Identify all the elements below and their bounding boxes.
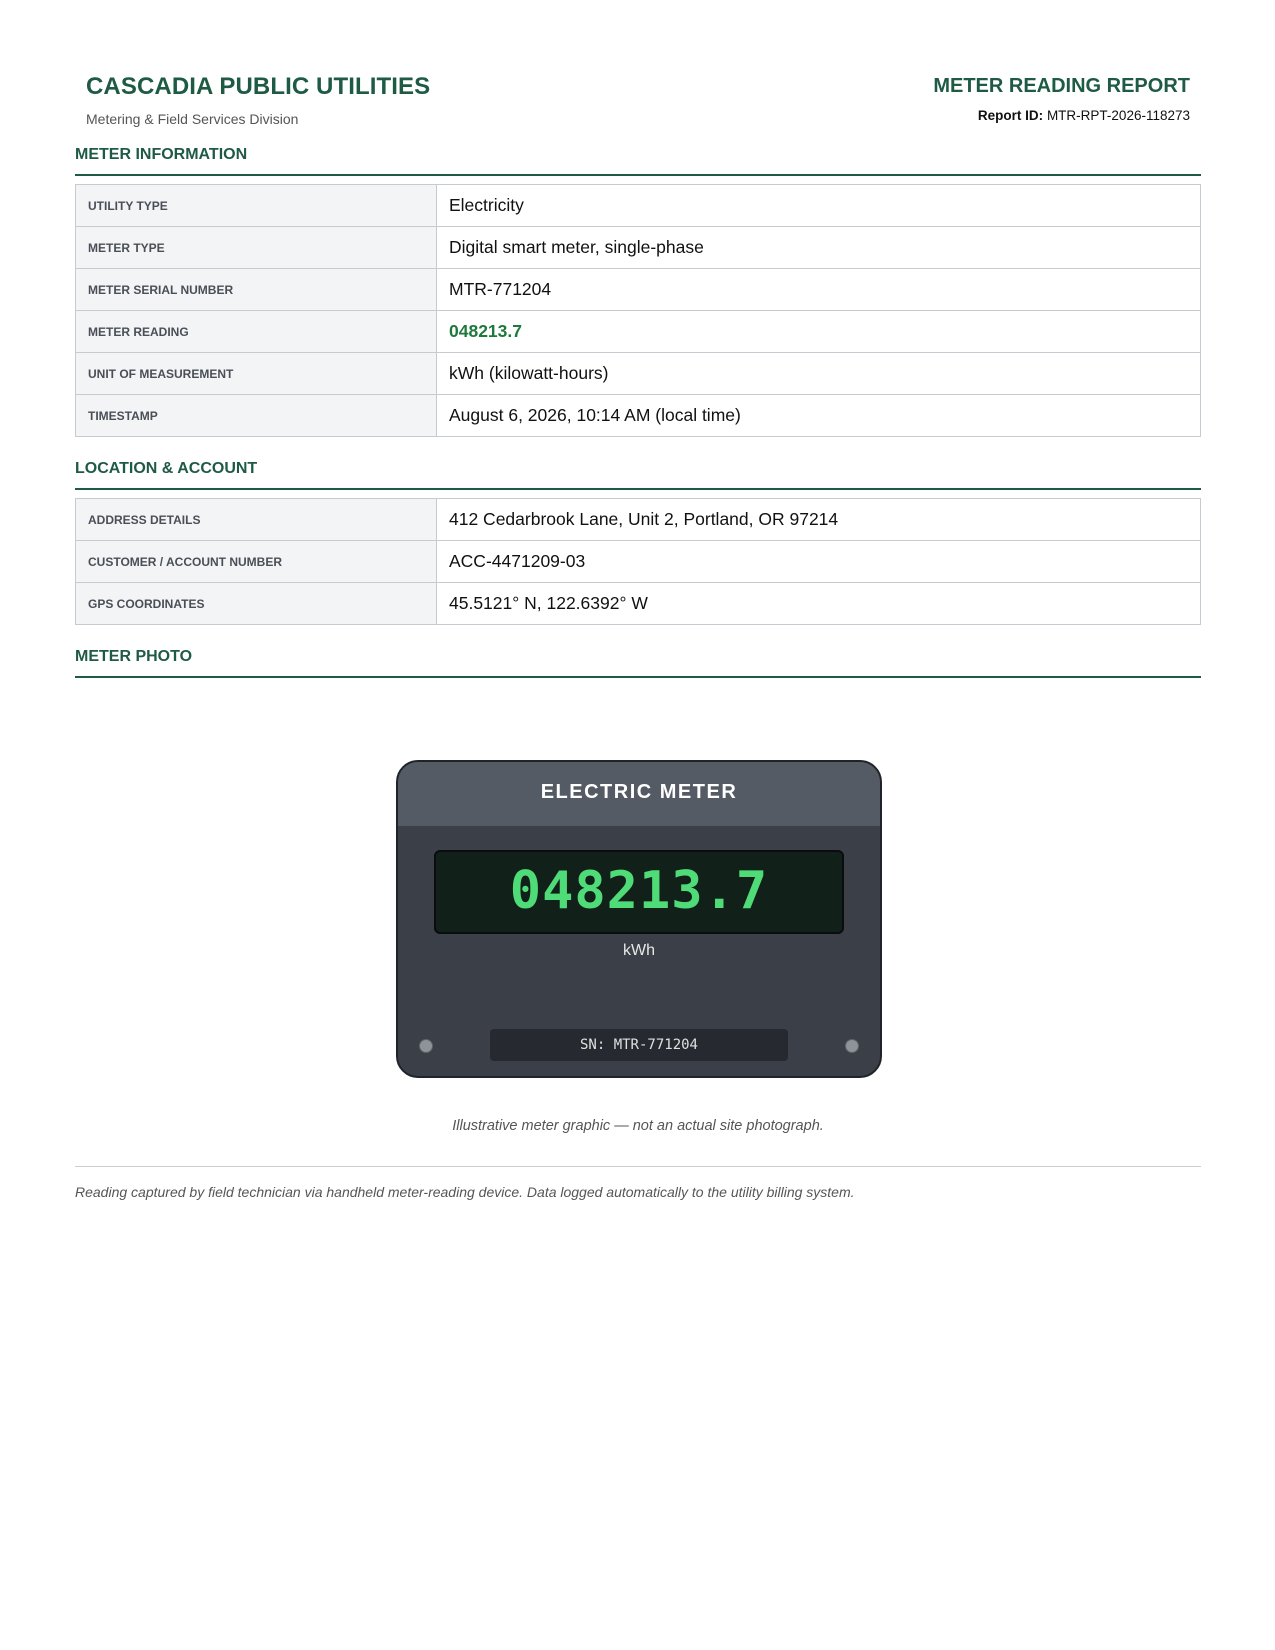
- section-title-meter-information: METER INFORMATION: [75, 146, 1201, 176]
- location-account-table: [75, 498, 1201, 625]
- meter-reading-value: 048213.7: [437, 311, 1201, 353]
- row-label: UNIT OF MEASUREMENT: [76, 353, 437, 395]
- row-label: CUSTOMER / ACCOUNT NUMBER: [76, 541, 437, 583]
- serial-plate-text: SN: MTR-771204: [579, 1037, 698, 1053]
- serial-plate: [490, 1029, 788, 1061]
- row-value: ACC-4471209-03: [437, 541, 1201, 583]
- footer-divider: [75, 1166, 1201, 1167]
- section-title-location-account: LOCATION & ACCOUNT: [75, 460, 1201, 490]
- table-row: [76, 269, 1201, 311]
- org-name: CASCADIA PUBLIC UTILITIES: [86, 73, 431, 100]
- row-value: kWh (kilowatt-hours): [437, 353, 1201, 395]
- table-row: [76, 311, 1201, 353]
- report-page: [75, 0, 1201, 1200]
- meter-label: ELECTRIC METER: [540, 781, 738, 803]
- org-division: Metering & Field Services Division: [86, 111, 299, 127]
- table-row: [76, 395, 1201, 437]
- report-title: METER READING REPORT: [933, 75, 1190, 97]
- report-id-value: MTR-RPT-2026-118273: [1046, 108, 1190, 123]
- meter-top-band: [398, 762, 880, 826]
- report-id-label: Report ID:: [977, 108, 1044, 123]
- meter-graphic: [396, 760, 882, 1078]
- row-label: UTILITY TYPE: [76, 185, 437, 227]
- screw-icon: [845, 1039, 859, 1053]
- row-label: ADDRESS DETAILS: [76, 499, 437, 541]
- row-label: METER TYPE: [76, 227, 437, 269]
- row-label: TIMESTAMP: [76, 395, 437, 437]
- meter-display-unit: kWh: [623, 942, 655, 959]
- screw-icon: [419, 1039, 433, 1053]
- table-row: [76, 583, 1201, 625]
- table-row: [76, 227, 1201, 269]
- row-value: MTR-771204: [437, 269, 1201, 311]
- row-value: Electricity: [437, 185, 1201, 227]
- table-row: [76, 499, 1201, 541]
- row-label: GPS COORDINATES: [76, 583, 437, 625]
- meter-information-table: [75, 184, 1201, 437]
- row-value: Digital smart meter, single-phase: [437, 227, 1201, 269]
- table-row: [76, 185, 1201, 227]
- row-label: METER SERIAL NUMBER: [76, 269, 437, 311]
- report-header: [75, 0, 1201, 140]
- footer-note: Reading captured by field technician via handheld meter-reading device. Data logged automatically to the utility billing system.: [75, 1184, 855, 1200]
- report-id: [978, 108, 1190, 123]
- meter-display: [434, 850, 844, 934]
- section-title-meter-photo: METER PHOTO: [75, 648, 1201, 678]
- photo-caption: Illustrative meter graphic — not an actual site photograph.: [452, 1118, 824, 1134]
- row-value: 45.5121° N, 122.6392° W: [437, 583, 1201, 625]
- table-row: [76, 541, 1201, 583]
- meter-display-value: 048213.7: [509, 861, 769, 921]
- meter-body: [396, 760, 882, 1078]
- table-row: [76, 353, 1201, 395]
- row-label: METER READING: [76, 311, 437, 353]
- row-value: August 6, 2026, 10:14 AM (local time): [437, 395, 1201, 437]
- row-value: 412 Cedarbrook Lane, Unit 2, Portland, OR 97214: [437, 499, 1201, 541]
